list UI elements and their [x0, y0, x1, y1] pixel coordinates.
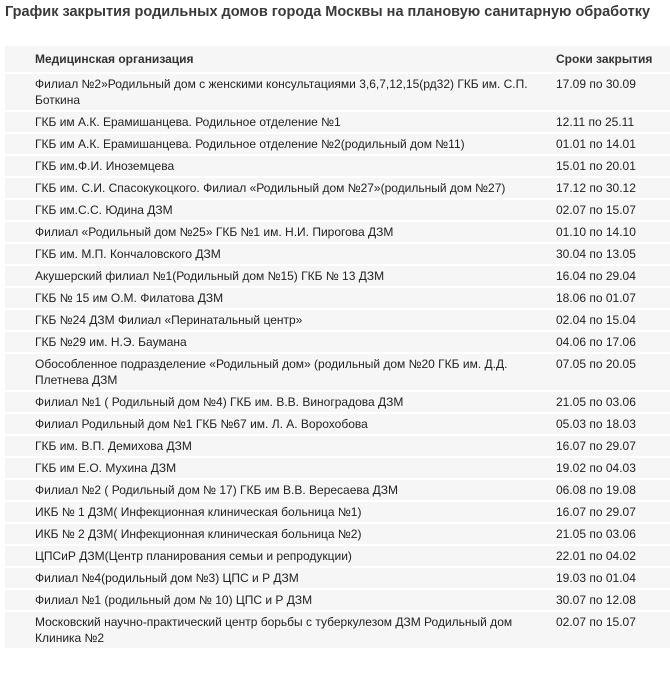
closing-dates-cell: 01.10 по 14.10: [551, 222, 670, 242]
closing-dates-cell: 12.11 по 25.11: [551, 112, 670, 132]
organization-cell: ГКБ им.Ф.И. Иноземцева: [5, 156, 551, 176]
table-row: [5, 112, 670, 132]
table-row: [5, 502, 670, 522]
closing-dates-cell: 16.07 по 29.07: [551, 502, 670, 522]
organization-cell: ИКБ № 2 ДЗМ( Инфекционная клиническая больница №2): [5, 524, 551, 544]
organization-cell: Филиал №1 (родильный дом № 10) ЦПС и Р ДЗМ: [5, 590, 551, 610]
closing-dates-cell: 02.07 по 15.07: [551, 200, 670, 220]
table-row: [5, 310, 670, 330]
closing-dates-cell: 16.04 по 29.04: [551, 266, 670, 286]
organization-cell: ГКБ им.С.С. Юдина ДЗМ: [5, 200, 551, 220]
organization-cell: ГКБ им. М.П. Кончаловского ДЗМ: [5, 244, 551, 264]
organization-cell: Филиал №2 ( Родильный дом № 17) ГКБ им В.В. Вересаева ДЗМ: [5, 480, 551, 500]
header-organization: Медицинская организация: [5, 46, 551, 72]
organization-cell: ГКБ им. В.П. Демихова ДЗМ: [5, 436, 551, 456]
table-row: [5, 266, 670, 286]
organization-cell: ГКБ им А.К. Ерамишанцева. Родильное отделение №2(родильный дом №11): [5, 134, 551, 154]
organization-cell: ГКБ им. С.И. Спасокукоцкого. Филиал «Родильный дом №27»(родильный дом №27): [5, 178, 551, 198]
table-row: [5, 332, 670, 352]
header-closing-dates: Сроки закрытия: [551, 46, 670, 72]
closing-dates-cell: 18.06 по 01.07: [551, 288, 670, 308]
closing-dates-cell: 21.05 по 03.06: [551, 524, 670, 544]
table-row: [5, 590, 670, 610]
table-row: [5, 458, 670, 478]
table-row: [5, 414, 670, 434]
organization-cell: Филиал №1 ( Родильный дом №4) ГКБ им. В.В. Виноградова ДЗМ: [5, 392, 551, 412]
closing-dates-cell: 07.05 по 20.05: [551, 354, 670, 390]
table-row: [5, 222, 670, 242]
table-row: [5, 612, 670, 648]
organization-cell: ЦПСиР ДЗМ(Центр планирования семьи и репродукции): [5, 546, 551, 566]
organization-cell: Филиал Родильный дом №1 ГКБ №67 им. Л. А. Ворохобова: [5, 414, 551, 434]
closing-dates-cell: 19.02 по 04.03: [551, 458, 670, 478]
closing-dates-cell: 17.09 по 30.09: [551, 74, 670, 110]
closing-dates-cell: 30.07 по 12.08: [551, 590, 670, 610]
closing-dates-cell: 02.04 по 15.04: [551, 310, 670, 330]
closing-dates-cell: 02.07 по 15.07: [551, 612, 670, 648]
organization-cell: Московский научно-практический центр борьбы с туберкулезом ДЗМ Родильный дом Клиника №2: [5, 612, 551, 648]
organization-cell: Филиал №4(родильный дом №3) ЦПС и Р ДЗМ: [5, 568, 551, 588]
table-row: [5, 134, 670, 154]
table-body: [5, 74, 670, 648]
organization-cell: ГКБ №29 им. Н.Э. Баумана: [5, 332, 551, 352]
table-header-row: [5, 46, 670, 72]
table-row: [5, 354, 670, 390]
organization-cell: ГКБ № 15 им О.М. Филатова ДЗМ: [5, 288, 551, 308]
closing-dates-cell: 21.05 по 03.06: [551, 392, 670, 412]
organization-cell: ГКБ №24 ДЗМ Филиал «Перинатальный центр»: [5, 310, 551, 330]
table-row: [5, 436, 670, 456]
closing-dates-cell: 15.01 по 20.01: [551, 156, 670, 176]
table-row: [5, 480, 670, 500]
closing-dates-cell: 16.07 по 29.07: [551, 436, 670, 456]
closing-dates-cell: 22.01 по 04.02: [551, 546, 670, 566]
organization-cell: Филиал №2»Родильный дом с женскими консультациями 3,6,7,12,15(рд32) ГКБ им. С.П. Боткина: [5, 74, 551, 110]
organization-cell: ИКБ № 1 ДЗМ( Инфекционная клиническая больница №1): [5, 502, 551, 522]
table-row: [5, 74, 670, 110]
table-row: [5, 244, 670, 264]
table-row: [5, 178, 670, 198]
organization-cell: Акушерский филиал №1(Родильный дом №15) ГКБ № 13 ДЗМ: [5, 266, 551, 286]
organization-cell: ГКБ им А.К. Ерамишанцева. Родильное отделение №1: [5, 112, 551, 132]
organization-cell: Филиал «Родильный дом №25» ГКБ №1 им. Н.И. Пирогова ДЗМ: [5, 222, 551, 242]
closing-dates-cell: 05.03 по 18.03: [551, 414, 670, 434]
table-row: [5, 524, 670, 544]
table-row: [5, 546, 670, 566]
organization-cell: ГКБ им Е.О. Мухина ДЗМ: [5, 458, 551, 478]
closing-dates-cell: 04.06 по 17.06: [551, 332, 670, 352]
table-row: [5, 200, 670, 220]
table-row: [5, 288, 670, 308]
closing-dates-cell: 19.03 по 01.04: [551, 568, 670, 588]
organization-cell: Обособленное подразделение «Родильный дом» (родильный дом №20 ГКБ им. Д.Д. Плетнева ДЗМ: [5, 354, 551, 390]
closing-dates-cell: 01.01 по 14.01: [551, 134, 670, 154]
page-title: График закрытия родильных домов города Москвы на плановую санитарную обработку: [5, 4, 651, 20]
closing-dates-cell: 06.08 по 19.08: [551, 480, 670, 500]
table-row: [5, 156, 670, 176]
closing-dates-cell: 17.12 по 30.12: [551, 178, 670, 198]
table-row: [5, 392, 670, 412]
schedule-table: [5, 44, 670, 650]
closing-dates-cell: 30.04 по 13.05: [551, 244, 670, 264]
table-row: [5, 568, 670, 588]
